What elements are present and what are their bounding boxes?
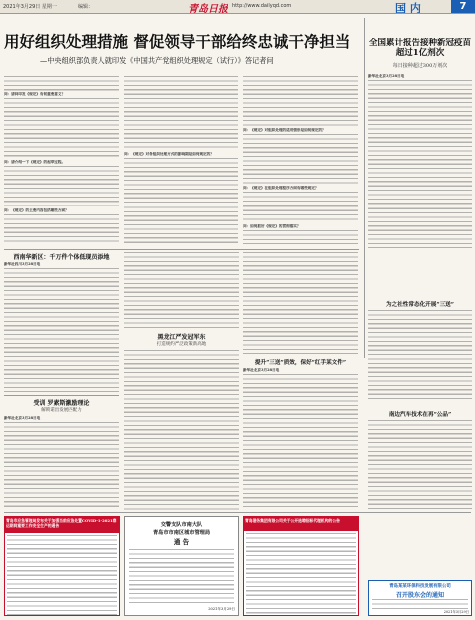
- section-divider: [4, 395, 119, 396]
- story-west-headline: 西南华新区：千万件个体低现员添地: [13, 254, 110, 261]
- ad-right-mid-text: [246, 533, 356, 615]
- story-center: [124, 252, 239, 510]
- side-top-dateline: 新华社北京3月28日电: [368, 74, 405, 78]
- ad-right-mid-title: 青岛港务集团有限公司关于公开选聘招标代理机构的公告: [244, 517, 358, 531]
- paper-logo: 青岛日报: [188, 4, 228, 14]
- lead-text-block: [4, 214, 119, 244]
- page-number: 7: [459, 1, 467, 12]
- story-cda-subhead: 解锁诺出发展匹配力: [41, 408, 82, 413]
- ad-right-text: [372, 599, 468, 609]
- ad-center: [124, 516, 239, 616]
- story-col3-text: [243, 252, 358, 354]
- story-west-dateline: 新华社四川3月28日电: [4, 262, 41, 266]
- story-party-headline: 提升“三送”质效，保好“红手某文件”: [254, 360, 347, 366]
- ad-center-title3: 通 告: [173, 538, 190, 546]
- lead-text-block: [124, 76, 238, 150]
- story-right3-text: [368, 420, 472, 510]
- lead-question-5: 问：如何抓好《规定》的贯彻落实？: [243, 224, 301, 228]
- side-top-headline: 全国累计报告接种新冠疫苗超过1亿剂次: [368, 38, 471, 58]
- ad-right-mid: [243, 516, 359, 616]
- story-center-text: [124, 350, 239, 510]
- ads-divider: [4, 512, 471, 513]
- lead-headline: 用好组织处理措施 督促领导干部给终忠诚干净担当: [4, 32, 351, 51]
- story-right3: [368, 410, 472, 510]
- story-cda-dateline: 新华社北京3月28日电: [4, 416, 41, 420]
- story-right3-headline: 南边汽车技术在再“公品”: [388, 412, 452, 418]
- ad-center-title2: 青岛市市南区城市管理局: [152, 530, 211, 536]
- lead-body-col2: [124, 76, 238, 244]
- lead-body-col1: [4, 76, 119, 244]
- ad-right-title: 青岛某某环保科技发展有限公司: [389, 584, 451, 589]
- ad-center-title: 交警支队市南大队: [160, 522, 203, 528]
- story-right2-headline: 为之社性常态化开展“三送”: [386, 302, 454, 308]
- side-top-subhead: 每日接种超过300万剂次: [392, 63, 448, 69]
- story-center-subhead: 打造规约严泛政策新高地: [156, 342, 207, 347]
- lead-text-block: [243, 230, 358, 244]
- story-west: [4, 252, 119, 392]
- story-right2: [368, 300, 472, 400]
- lead-question-1: 问：请问印发《规定》有何重要意义？: [4, 92, 66, 96]
- story-center-text: [124, 252, 239, 328]
- story-cda-headline: 受训 罗素斯激励理论: [33, 400, 90, 407]
- ad-left: [4, 516, 120, 616]
- lead-text-block: [243, 76, 358, 126]
- section-divider: [4, 249, 359, 250]
- lead-text-block: [243, 192, 358, 222]
- lead-body-col3: [243, 76, 358, 244]
- issue-date: 2021年3月29日 星期一: [3, 4, 57, 10]
- lead-text-block: [4, 76, 119, 91]
- ad-right-title2: 召开股东会的通知: [395, 592, 444, 599]
- lead-question-3: 问：《规定》的主要内容包括哪些方面？: [4, 208, 69, 212]
- section-title: 国 内: [395, 2, 421, 14]
- story-party: [243, 358, 358, 510]
- story-party-text: [243, 374, 358, 510]
- lead-text-block: [4, 166, 119, 206]
- lead-question-2: 问：请介绍一下《规定》的起草过程。: [4, 160, 66, 164]
- desk-label: 编辑：: [78, 4, 94, 10]
- ad-center-date: 2021年3月29日: [208, 607, 235, 611]
- lead-col-heading-1: 问：《规定》对组织处理的适用情形是如何规定的？: [243, 128, 326, 132]
- site-url[interactable]: http://www.dailyqd.com: [232, 3, 292, 9]
- story-cda-text: [4, 422, 119, 508]
- ad-right: [368, 580, 472, 616]
- story-west-text: [4, 268, 119, 392]
- lead-text-block: [4, 98, 119, 158]
- ad-center-text: [129, 549, 234, 605]
- column-divider: [364, 18, 365, 358]
- lead-text-block: [243, 134, 358, 184]
- story-center-headline: 黑龙江严发冠军东: [157, 334, 206, 341]
- ad-right-date: 2021年3月29日: [443, 610, 469, 614]
- masthead: [0, 0, 475, 14]
- lead-text-block: [124, 158, 238, 244]
- lead-subhead: —中央组织部负责人就印发《中国共产党组织处理规定（试行）》答记者问: [40, 56, 274, 65]
- story-party-dateline: 新华社北京3月28日电: [243, 368, 280, 372]
- page-number-badge: [451, 0, 475, 14]
- ad-left-title: 青岛市应急管理局发布关于加强当前应急处置COVID-1-2021春运期间重要工作安全生产的通告: [5, 517, 119, 533]
- side-top-text: [368, 80, 472, 248]
- lead-question-4: 问：《规定》对各组织处理方式的影响期是如何规定的？: [124, 152, 214, 156]
- side-top-story: [368, 38, 472, 248]
- story-right2-text: [368, 310, 472, 400]
- ad-left-text: [7, 535, 117, 615]
- story-cda: [4, 398, 119, 508]
- lead-col-heading-2: 问：《规定》在组织处理程序方面有哪些规定？: [243, 186, 319, 190]
